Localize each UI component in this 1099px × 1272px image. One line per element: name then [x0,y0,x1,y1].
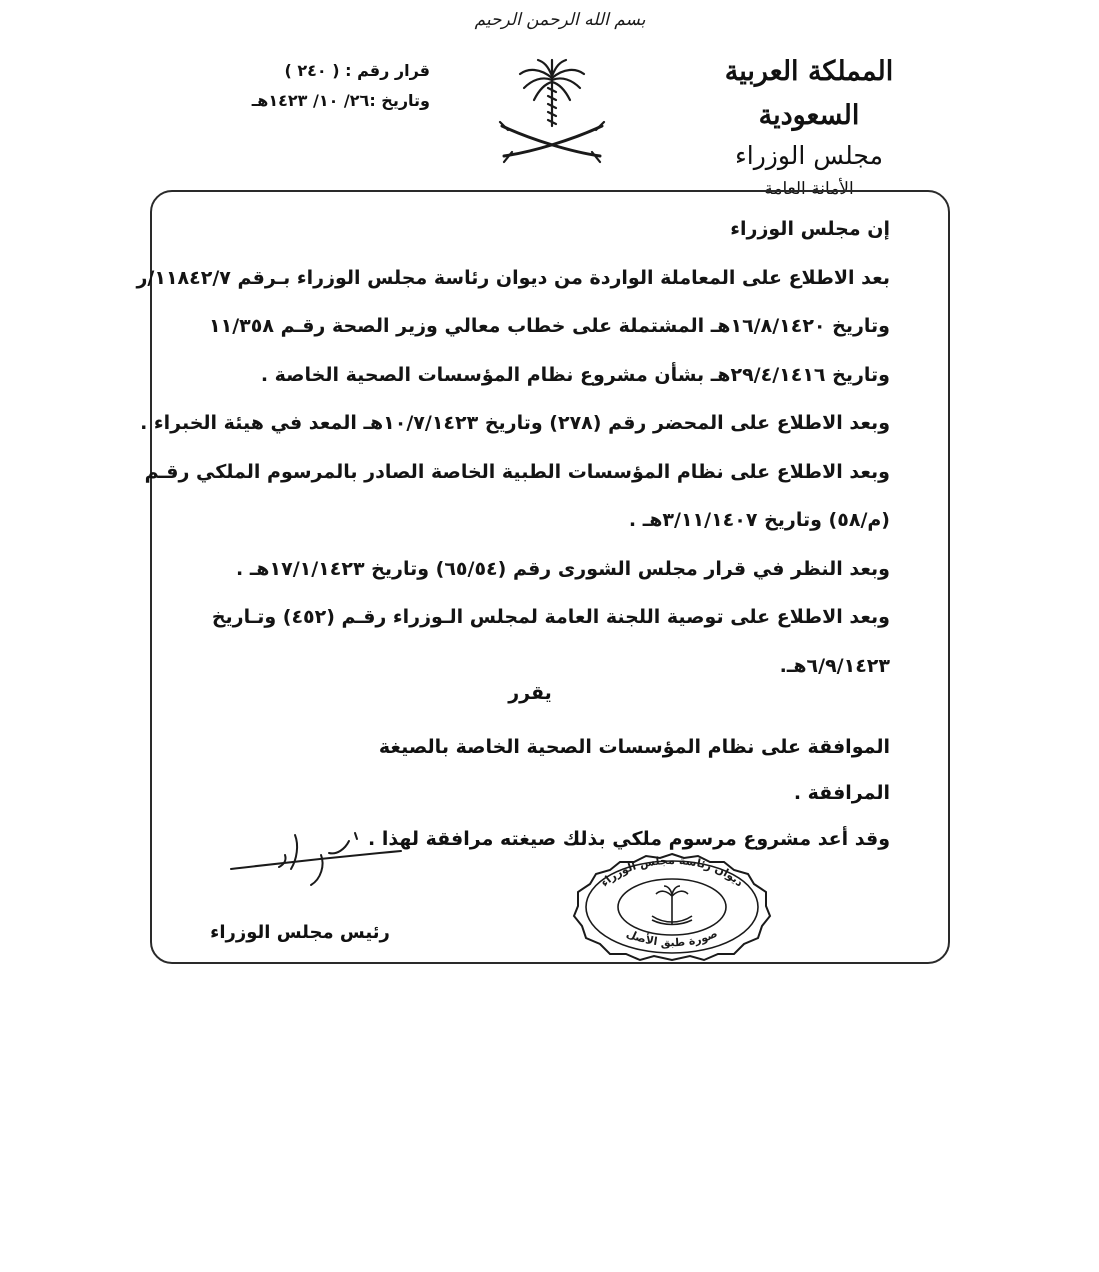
decision-date: وتاريخ :٢٦/ ١٠/ ١٤٢٣هـ [251,91,430,110]
seal-top-text: ديوان رئاسة مجلس الوزراء [597,853,747,890]
signer-title: رئيس مجلس الوزراء [210,922,390,943]
decision-clauses [340,724,890,862]
body-line: وتاريخ ٢٩/٤/١٤١٦هـ بشأن مشروع نظام المؤسسات الصحية الخاصة . [260,363,890,386]
secretariat-title: الأمانة العامة [764,179,854,199]
council-title: مجلس الوزراء [735,141,883,170]
resolves-heading: يقرر [508,682,552,704]
official-seal [572,850,772,962]
body-line: وبعد الاطلاع على توصية اللجنة العامة لمجلس الـوزراء رقـم (٤٥٢) وتـاريخ [211,606,890,628]
body-line: إن مجلس الوزراء [730,218,890,240]
decision-line: الموافقة على نظام المؤسسات الصحية الخاصة بالصيغة المرافقة . [378,736,890,804]
body-line: وبعد الاطلاع على المحضر رقم (٢٧٨) وتاريخ ١٠/٧/١٤٢٣هـ المعد في هيئة الخبراء . [140,412,890,434]
kingdom-title: المملكة العربية السعودية [724,56,894,131]
body-line: بعد الاطلاع على المعاملة الواردة من ديوان رئاسة مجلس الوزراء بـرقم ١١٨٤٢/٧/ر [136,266,890,289]
body-line: وبعد الاطلاع على نظام المؤسسات الطبية الخاصة الصادر بالمرسوم الملكي رقـم [144,460,890,483]
decision-line: وقد أعد مشروع مرسوم ملكي بذلك صيغته مرافقة لهذا . [368,828,890,850]
basmala: بسم الله الرحمن الرحيم [474,10,646,30]
letterhead [689,50,929,204]
body-line: وبعد النظر في قرار مجلس الشورى رقم (٦٥/٥٤) وتاريخ ١٧/١/١٤٢٣هـ . [235,557,890,580]
seal-bottom-text: صورة طبق الأصل [624,926,720,950]
body-line: (م/٥٨) وتاريخ ٣/١١/١٤٠٧هـ . [628,509,890,531]
decision-number: قرار رقم : ( ٢٤٠ ) [284,61,430,80]
body-line: ٦/٩/١٤٢٣هـ. [779,654,890,677]
body-line: وتاريخ ١٦/٨/١٤٢٠هـ المشتملة على خطاب معالي وزير الصحة رقـم ١١/٣٥٨ [209,315,890,337]
saudi-emblem-icon [492,48,612,178]
decision-body [136,205,890,690]
signature-icon [225,825,405,895]
decision-meta [190,56,430,116]
